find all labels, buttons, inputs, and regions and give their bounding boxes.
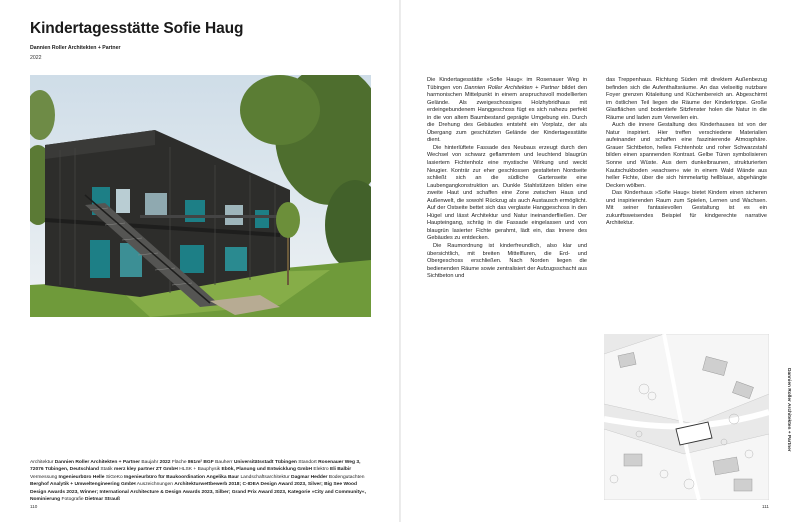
spec-segment: Architektur <box>30 460 55 465</box>
spec-segment: HLSK + Bauphysik <box>177 467 222 473</box>
spec-segment: Dagmar Hedder <box>291 474 328 480</box>
architect-credit: Dannien Roller Architekten + Partner <box>30 45 121 51</box>
spec-segment: Vermessung <box>30 474 59 480</box>
spec-segment: SiGeKo <box>104 474 125 480</box>
spec-segment: Rosenauer Weg 3, 72076 Tübingen, Deutschland <box>30 460 361 473</box>
spec-segment: merz kley partner ZT GmbH <box>113 467 178 473</box>
paragraph: Das Kinderhaus »Sofie Haug« bietet Kindern einen sicheren und inspirierenden Raum zum Spielen, Lernen und Wachsen. Mit seiner fantasievollen Gestaltung ist es ein zukunftsweisendes Beispiel für kindgerechte narrative Architektur. <box>606 190 767 227</box>
spec-segment: Berghof Analytik + Umweltengineering GmbH <box>30 482 136 488</box>
page-gutter <box>399 0 401 522</box>
architect-name: Dannien Roller Architekten + Partner <box>464 84 560 91</box>
spec-segment: Ingenieurbüro Helle <box>58 474 105 480</box>
vertical-caption <box>784 368 791 478</box>
spec-segment: Bodengutachten <box>327 474 365 480</box>
spec-segment: Bauherr <box>213 460 234 465</box>
paragraph: Die hinterlüftete Fassade des Neubaus erzeugt durch den Wechsel von schwarz geflammtem und leuchtend blaugrün lasiertem Fichtenholz eine mystische Wirkung und weckt Neugier. Konträr zur eher geschlossen gestalteten Nordseite schließt sich an die südliche Gartenseite eine Laubengangkonstruktion an. Dunkle Stahlstützen bilden eine zweite Haut und schaffen eine Zone zwischen Haus und Außenwelt, die sowohl Rückzug als auch Austausch ermöglicht. Auf der Ostseite bettet sich das verglaste Hanggeschoss in den Hügel und lässt Architektur und Natur ineinanderfließen. Der Haupteingang, schräg in die Fassade eingelassen und von blaugrün lasierter Fichte gerahmt, lädt ein, das Innere des Gebäudes zu entdecken. <box>427 144 587 242</box>
spec-segment: Dannien Roller Architekten + Partner <box>54 460 141 465</box>
spec-segment: Ingenieurbüro für Baukoordination Angelika Baur <box>124 474 240 480</box>
spec-segment: Dietmar Strauß <box>84 497 120 503</box>
spec-segment: Ebök, Planung und Entwicklung GmbH <box>221 467 312 473</box>
spec-segment: 861m² BGF <box>187 460 214 465</box>
spec-segment: 2022 <box>159 460 171 465</box>
page-number-right: 111 <box>762 504 769 509</box>
project-year: 2022 <box>30 55 42 61</box>
paragraph <box>427 77 587 145</box>
building-photo <box>30 75 371 317</box>
vertical-caption-text: Dannien Roller Architekten + Partner <box>786 368 791 452</box>
spec-segment: Baujahr <box>140 460 160 465</box>
spec-segment: Landschaftsarchitektur <box>239 474 292 480</box>
body-text-column-1 <box>427 77 587 281</box>
paragraph: das Treppenhaus. Richtung Süden mit direktem Außenbezug befinden sich die Aufenthaltsräume. An das vielseitig nutzbare Foyer grenzen Kitaleitung und Küchenbereich an. Abgeschirmt im östlichen Teil liegen die Räume der Kinderkrippe. Große Glasflächen und bodentiefe Sitzfenster holen die Natur in die Räume und laden zum Verweilen ein. <box>606 77 767 121</box>
page-number-left: 110 <box>30 504 38 509</box>
spec-segment: Universitätsstadt Tübingen <box>233 460 297 465</box>
text-run: bildet den harmonischen Mittelpunkt in einem anspruchsvoll modellierten Gelände. Als zweigeschossiges Holzhybridhaus mit erdeingebundenem Hanggeschoss fügt es sich nahezu perfekt in die von altem Baumbestand geprägte Umgebung ein. Durch die Drehung des Gebäudes entsteht ein Vorplatz, der als Übergang zum geschützten Gelände der Kindertagesstätte dient. <box>427 84 587 144</box>
spec-segment: Fotografie <box>60 497 85 503</box>
paragraph: Die Raumordnung ist kinderfreundlich, also klar und übersichtlich, mit breiten Mittelfluren, die Erd- und Obergeschoss erschließen. Nach Norden liegen die bedienenden Räume sowie zentralisiert der Aufzugsschacht aus Sichtbeton und <box>427 243 587 280</box>
spec-segment: Eli Balbir <box>329 467 352 473</box>
site-plan <box>604 334 769 500</box>
spec-segment: Fläche <box>170 460 188 465</box>
page-title: Kindertagesstätte Sofie Haug <box>30 20 244 37</box>
spec-segment: Standort <box>296 460 319 465</box>
spec-segment: Statik <box>99 467 114 473</box>
paragraph: Auch die innere Gestaltung des Kinderhauses ist von der Natur inspiriert. Hier treffen verschiedene Materialien aufeinander und schaffen eine faszinierende Atmosphäre. Grauer Sichtbeton, helles Fichtenholz und roher Schwarzstahl bilden einen spannenden Kontrast. Gelbe Türen symbolisieren Sonne und Wüste. Aus dem dunkelbraunen, strukturierten Kautschukboden »wachsen« wie in einem Wald Wände aus heller Fichte, über die sich himmelartig hellblaue, abgehängte Decken wölben. <box>606 122 767 189</box>
text-run: Die Kindertagesstätte »Sofie Haug« im Rosenauer Weg in Tübingen von <box>427 77 587 91</box>
project-specifications <box>30 459 370 503</box>
body-text-column-2 <box>606 77 767 228</box>
spec-segment: Elektro <box>311 467 330 473</box>
spec-segment: Architekturwettbewerb 2018; C-IDEA Design Award 2023, Silver; Big See Wood Design Awards 2023, Winner; International Architecture & Design Awards 2023, Silber; Grand Prix Award 2023, Kategorie »City and Community«, Nominierung <box>30 482 366 503</box>
spec-segment: Auszeichnungen <box>135 482 175 488</box>
